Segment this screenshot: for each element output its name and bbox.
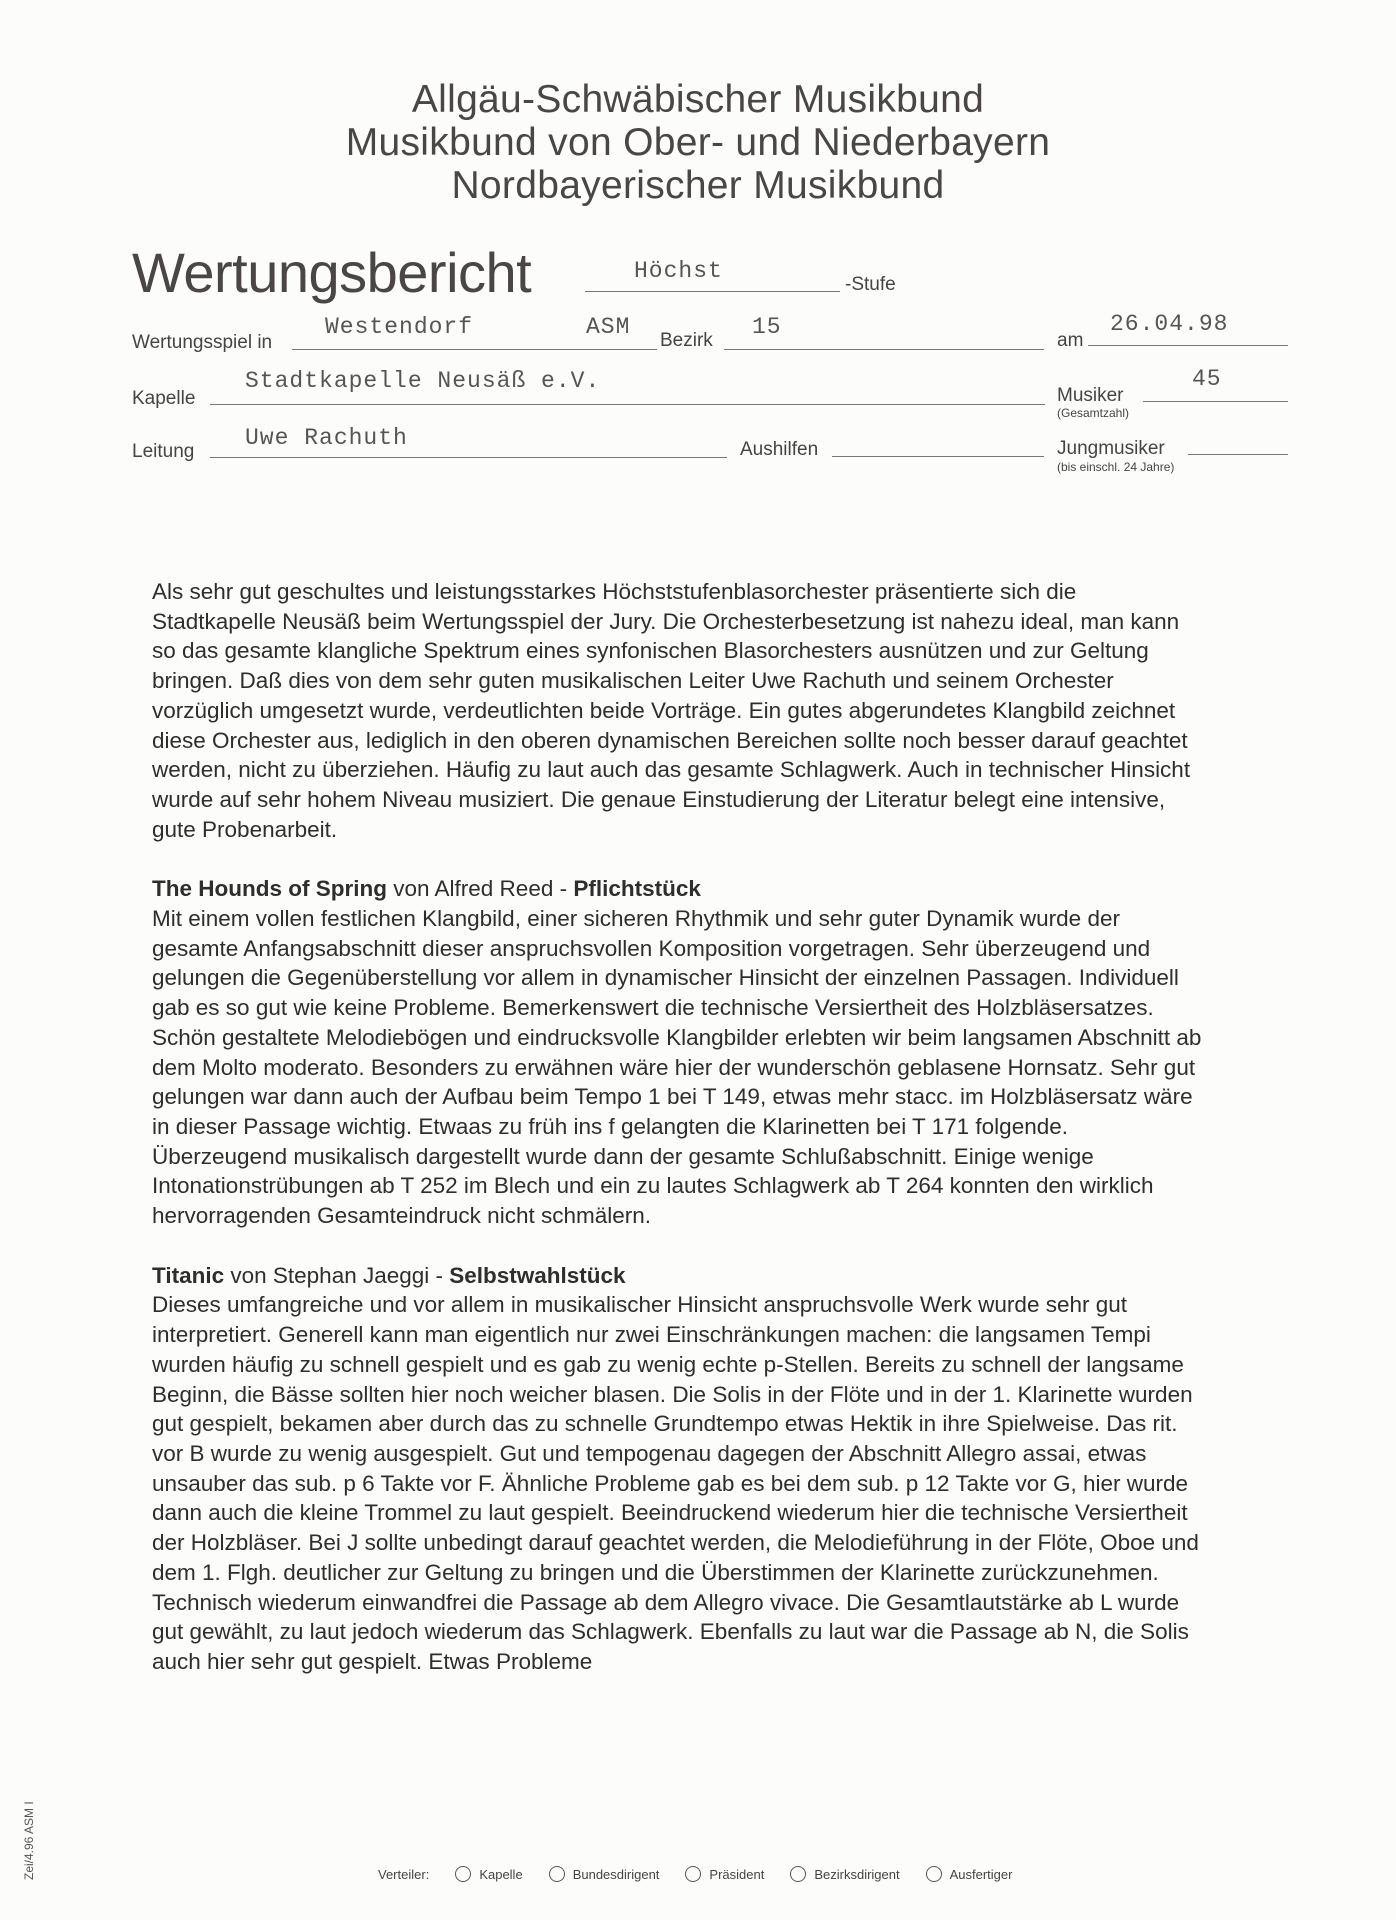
wertungsspiel-label: Wertungsspiel in [132, 332, 273, 353]
association-header [0, 78, 1396, 207]
leitung-label: Leitung [132, 441, 195, 462]
musiker-label: Musiker [1057, 385, 1124, 406]
piece2-heading [152, 1261, 1202, 1291]
bezirk-label: Bezirk [660, 330, 713, 351]
checkbox-circle-icon [549, 1866, 565, 1882]
piece1-composer: von Alfred Reed - [386, 876, 574, 902]
leitung-value: Uwe Rachuth [245, 425, 408, 451]
wertungsspiel-line [292, 349, 657, 350]
stufe-label: -Stufe [845, 274, 896, 295]
verteiler-label: Verteiler: [378, 1866, 430, 1882]
kapelle-value: Stadtkapelle Neusäß e.V. [245, 368, 601, 394]
am-line [1088, 345, 1288, 346]
aushilfen-line [832, 456, 1044, 457]
kapelle-line [210, 404, 1045, 405]
piece2-composer: von Stephan Jaeggi - [224, 1262, 450, 1288]
verteiler-option-ausfertiger[interactable]: Ausfertiger [926, 1866, 1013, 1882]
header-line-1: Allgäu-Schwäbischer Musikbund [411, 78, 985, 121]
verteiler-option-kapelle[interactable]: Kapelle [455, 1866, 522, 1882]
wertungsspiel-value: Westendorf [325, 314, 474, 340]
checkbox-circle-icon [685, 1866, 701, 1882]
checkbox-circle-icon [790, 1866, 806, 1882]
report-body [152, 577, 1202, 1677]
header-line-3: Nordbayerischer Musikbund [451, 164, 945, 207]
piece1-paragraph: Mit einem vollen festlichen Klangbild, einer sicheren Rhythmik und sehr guter Dynamik wurde der gesamte Anfangsabschnitt dieser anspruchsvollen Komposition vorgetragen. Sehr überzeugend und gelungen die Gegenüberstellung vor allem in dynamischer Hinsicht der einzelnen Passagen. Individuell gab es so gut wie keine Probleme. Bemerkenswert die technische Versiertheit des Holzbläsersatzes. Schön gestaltete Melodiebögen und eindrucksvolle Klangbilder erlebten wir beim langsamen Abschnitt ab dem Molto moderato. Besonders zu erwähnen wäre hier der wunderschön geblasene Hornsatz. Sehr gut gelungen war dann auch der Aufbau beim Tempo 1 bei T 149, etwas mehr stacc. im Holzbläsersatz wäre in dieser Passage wichtig. Etwaas zu früh ins f gelangten die Klarinetten bei T 171 folgende. Überzeugend musikalisch dargestellt wurde dann der gesamte Schlußabschnitt. Einige wenige Intonationstrübungen ab T 252 im Blech und ein zu lautes Schlagwerk ab T 264 konnten den wirklich hervorragenden Gesamteindruck nicht schmälern. [152, 906, 1202, 1229]
verteiler-option-praesident[interactable]: Präsident [685, 1866, 764, 1882]
jungmusiker-label: Jungmusiker [1057, 438, 1165, 459]
header-line-2: Musikbund von Ober- und Niederbayern [345, 121, 1051, 164]
piece1-type: Pflichtstück [573, 876, 701, 902]
bezirk-value: 15 [752, 314, 782, 340]
piece2-title: Titanic [152, 1262, 225, 1288]
musiker-sub: (Gesamtzahl) [1057, 406, 1130, 420]
form-code: Zei/4.96 ASM I [22, 1801, 36, 1880]
document-title: Wertungsbericht [132, 241, 532, 304]
intro-paragraph: Als sehr gut geschultes und leistungsstarkes Höchststufenblasorchester präsentierte sich die Stadtkapelle Neusäß beim Wertungsspiel der Jury. Die Orchesterbesetzung ist nahezu ideal, man kann so das gesamte klangliche Spektrum eines synfonischen Blasorchesters ausnützen und zur Geltung bringen. Daß dies von dem sehr guten musikalischen Leiter Uwe Rachuth und seinem Orchester vorzüglich umgesetzt wurde, verdeutlichten beide Vorträge. Ein gutes abgerundetes Klangbild zeichnet diese Orchester aus, lediglich in den oberen dynamischen Bereichen sollte noch besser darauf geachtet werden, nicht zu überziehen. Häufig zu laut auch das gesamte Schlagwerk. Auch in technischer Hinsicht wurde auf sehr hohem Niveau musiziert. Die genaue Einstudierung der Literatur belegt eine intensive, gute Probenarbeit. [152, 579, 1191, 842]
verteiler-option-bezirksdirigent[interactable]: Bezirksdirigent [790, 1866, 899, 1882]
piece2-type: Selbstwahlstück [449, 1262, 626, 1288]
piece1-title: The Hounds of Spring [152, 876, 387, 902]
checkbox-circle-icon [455, 1866, 471, 1882]
distribution-footer [378, 1866, 1012, 1882]
leitung-line [210, 457, 727, 458]
stufe-line [585, 291, 840, 292]
stufe-value: Höchst [634, 258, 723, 284]
jungmusiker-line [1188, 454, 1288, 455]
piece1-heading [152, 874, 1202, 904]
verband-value: ASM [586, 314, 631, 340]
kapelle-label: Kapelle [132, 388, 196, 409]
aushilfen-label: Aushilfen [740, 439, 819, 460]
am-label: am [1057, 330, 1084, 351]
musiker-value: 45 [1192, 366, 1222, 392]
checkbox-circle-icon [926, 1866, 942, 1882]
jungmusiker-sub: (bis einschl. 24 Jahre) [1057, 460, 1175, 474]
musiker-line [1143, 401, 1288, 402]
piece2-paragraph: Dieses umfangreiche und vor allem in musikalischer Hinsicht anspruchsvolle Werk wurde sehr gut interpretiert. Generell kann man eigentlich nur zwei Einschränkungen machen: die langsamen Tempi wurden häufig zu schnell gespielt und es gab zu wenig echte p-Stellen. Bereits zu schnell der langsame Beginn, die Bässe sollten hier noch weicher blasen. Die Solis in der Flöte und in der 1. Klarinette wurden gut gespielt, bekamen aber durch das zu schnelle Grundtempo etwas Hektik in ihre Spielweise. Das rit. vor B wurde zu wenig ausgespielt. Gut und tempogenau dagegen der Abschnitt Allegro assai, etwas unsauber das sub. p 6 Takte vor F. Ähnliche Probleme gab es bei dem sub. p 12 Takte vor G, hier wurde dann auch die kleine Trommel zu laut gespielt. Beeindruckend wiederum hier die technische Versiertheit der Holzbläser. Bei J sollte unbedingt darauf geachtet werden, die Melodieführung in der Flöte, Oboe und dem 1. Flgh. deutlicher zur Geltung zu bringen und die Überstimmen der Klarinette zurückzunehmen. Technisch wiederum einwandfrei die Passage ab dem Allegro vivace. Die Gesamtlautstärke ab L wurde gut gewählt, zu laut jedoch wiederum das Schlagwerk. Ebenfalls zu laut war die Passage ab N, die Solis auch hier sehr gut gespielt. Etwas Probleme [152, 1292, 1199, 1674]
bezirk-line [724, 349, 1044, 350]
verteiler-option-bundesdirigent[interactable]: Bundesdirigent [549, 1866, 660, 1882]
am-value: 26.04.98 [1110, 311, 1229, 337]
